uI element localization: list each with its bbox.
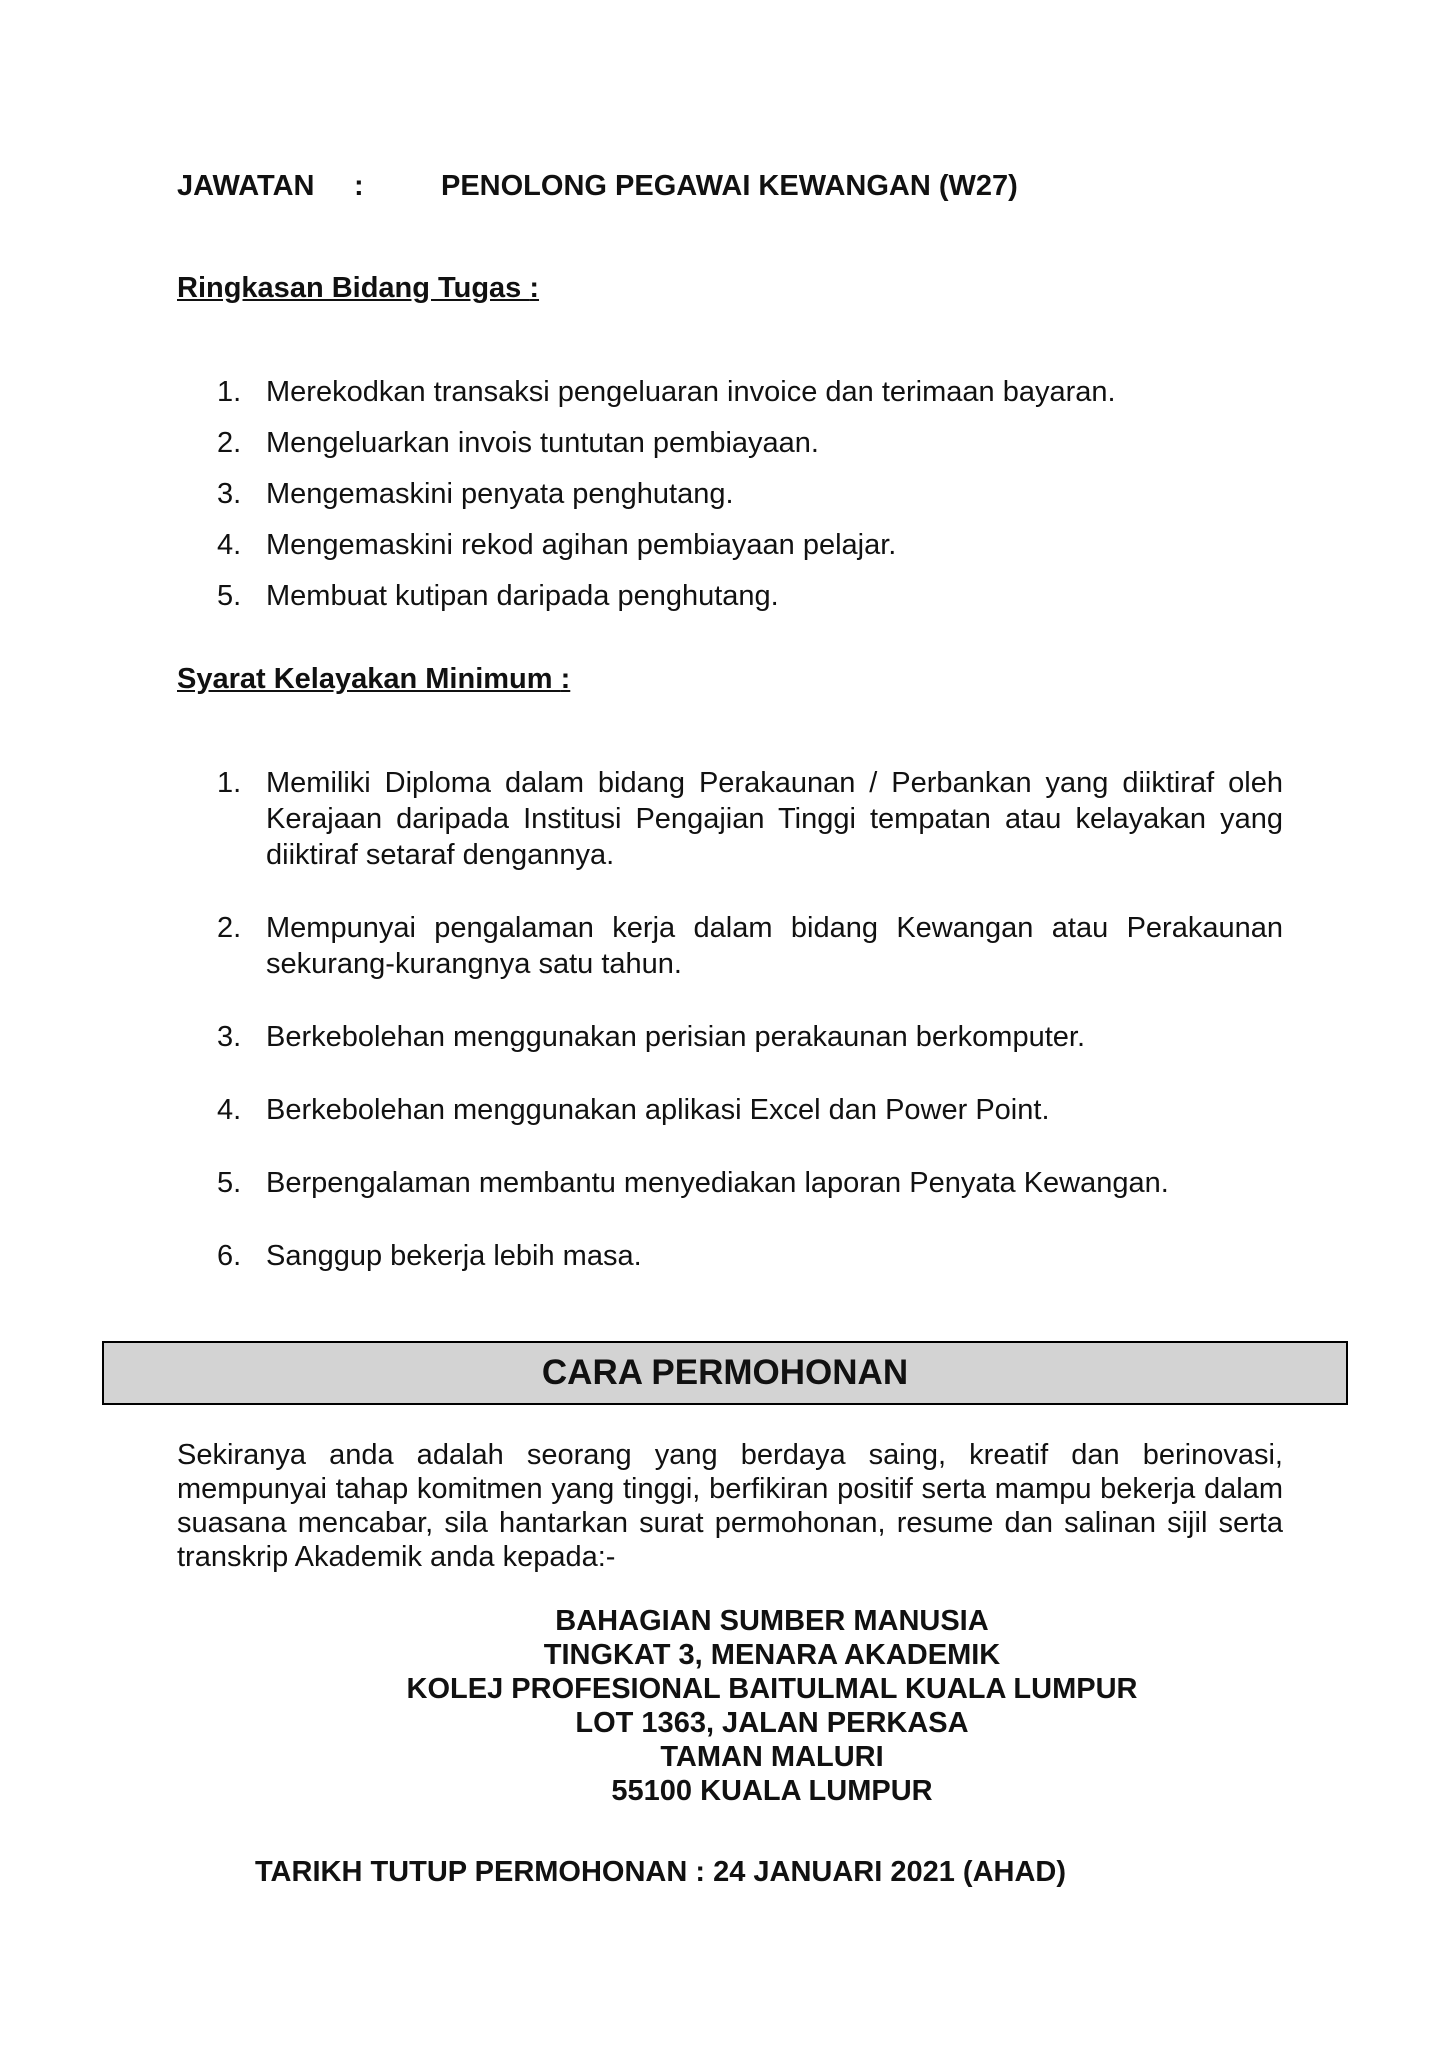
duty-item — [177, 578, 1283, 614]
requirement-number: 1. — [217, 767, 242, 799]
requirement-item — [177, 765, 1283, 873]
duty-item — [177, 374, 1283, 410]
requirement-number: 5. — [217, 1167, 242, 1199]
duty-text: Merekodkan transaksi pengeluaran invoice dan terimaan bayaran. — [266, 376, 1116, 408]
job-colon: : — [354, 170, 364, 202]
requirement-item — [177, 1019, 1283, 1055]
job-title: PENOLONG PEGAWAI KEWANGAN (W27) — [441, 170, 1018, 202]
requirement-number: 3. — [217, 1021, 242, 1053]
requirement-item — [177, 910, 1283, 982]
application-intro: Sekiranya anda adalah seorang yang berdaya saing, kreatif dan berinovasi, mempunyai tahap komitmen yang tinggi, berfikiran positif serta mampu bekerja dalam suasana mencabar, sila hantarkan surat permohonan, resume dan salinan sijil serta transkrip Akademik anda kepada:- — [177, 1439, 1283, 1573]
address-line: TAMAN MALURI — [660, 1741, 884, 1773]
address-line: LOT 1363, JALAN PERKASA — [575, 1707, 969, 1739]
requirement-text: Sanggup bekerja lebih masa. — [266, 1240, 642, 1272]
duty-text: Membuat kutipan daripada penghutang. — [266, 580, 779, 612]
duty-number: 3. — [217, 478, 242, 510]
requirement-number: 6. — [217, 1240, 242, 1272]
requirement-text: Berkebolehan menggunakan perisian perakaunan berkomputer. — [266, 1021, 1086, 1053]
requirement-item — [177, 1238, 1283, 1274]
application-banner: CARA PERMOHONAN — [102, 1341, 1348, 1405]
job-label: JAWATAN — [177, 170, 315, 202]
requirement-item — [177, 1092, 1283, 1128]
job-position-line — [177, 170, 1018, 203]
duty-item — [177, 476, 1283, 512]
duties-heading-text: Ringkasan Bidang Tugas — [177, 272, 530, 304]
duty-number: 2. — [217, 427, 242, 459]
duty-item — [177, 527, 1283, 563]
duty-text: Mengemaskini penyata penghutang. — [266, 478, 734, 510]
duty-number: 5. — [217, 580, 242, 612]
duty-text: Mengeluarkan invois tuntutan pembiayaan. — [266, 427, 819, 459]
duty-number: 4. — [217, 529, 242, 561]
address-line: 55100 KUALA LUMPUR — [611, 1775, 933, 1807]
requirement-text: Memiliki Diploma dalam bidang Perakaunan / Perbankan yang diiktiraf oleh Kerajaan daripada Institusi Pengajian Tinggi tempatan atau kelayakan yang diiktiraf setaraf dengannya. — [266, 767, 1283, 871]
requirements-list — [177, 765, 1283, 1311]
closing-date: TARIKH TUTUP PERMOHONAN : 24 JANUARI 2021 (AHAD) — [255, 1856, 1067, 1888]
requirement-text: Berpengalaman membantu menyediakan laporan Penyata Kewangan. — [266, 1167, 1169, 1199]
duties-heading — [177, 272, 539, 305]
duties-heading-colon: : — [529, 272, 540, 304]
duty-number: 1. — [217, 376, 242, 408]
address-line: KOLEJ PROFESIONAL BAITULMAL KUALA LUMPUR — [406, 1673, 1138, 1705]
requirements-heading-text: Syarat Kelayakan Minimum — [177, 663, 561, 695]
requirement-item — [177, 1165, 1283, 1201]
duties-list — [177, 374, 1283, 629]
mailing-address — [177, 1604, 1367, 1808]
requirements-heading-colon: : — [560, 663, 571, 695]
requirement-number: 2. — [217, 912, 242, 944]
address-line: BAHAGIAN SUMBER MANUSIA — [555, 1605, 989, 1637]
duty-text: Mengemaskini rekod agihan pembiayaan pelajar. — [266, 529, 897, 561]
address-line: TINGKAT 3, MENARA AKADEMIK — [543, 1639, 1001, 1671]
requirements-heading — [177, 663, 570, 696]
duty-item — [177, 425, 1283, 461]
requirement-number: 4. — [217, 1094, 242, 1126]
requirement-text: Berkebolehan menggunakan aplikasi Excel dan Power Point. — [266, 1094, 1050, 1126]
requirement-text: Mempunyai pengalaman kerja dalam bidang Kewangan atau Perakaunan sekurang-kurangnya satu tahun. — [266, 912, 1283, 980]
